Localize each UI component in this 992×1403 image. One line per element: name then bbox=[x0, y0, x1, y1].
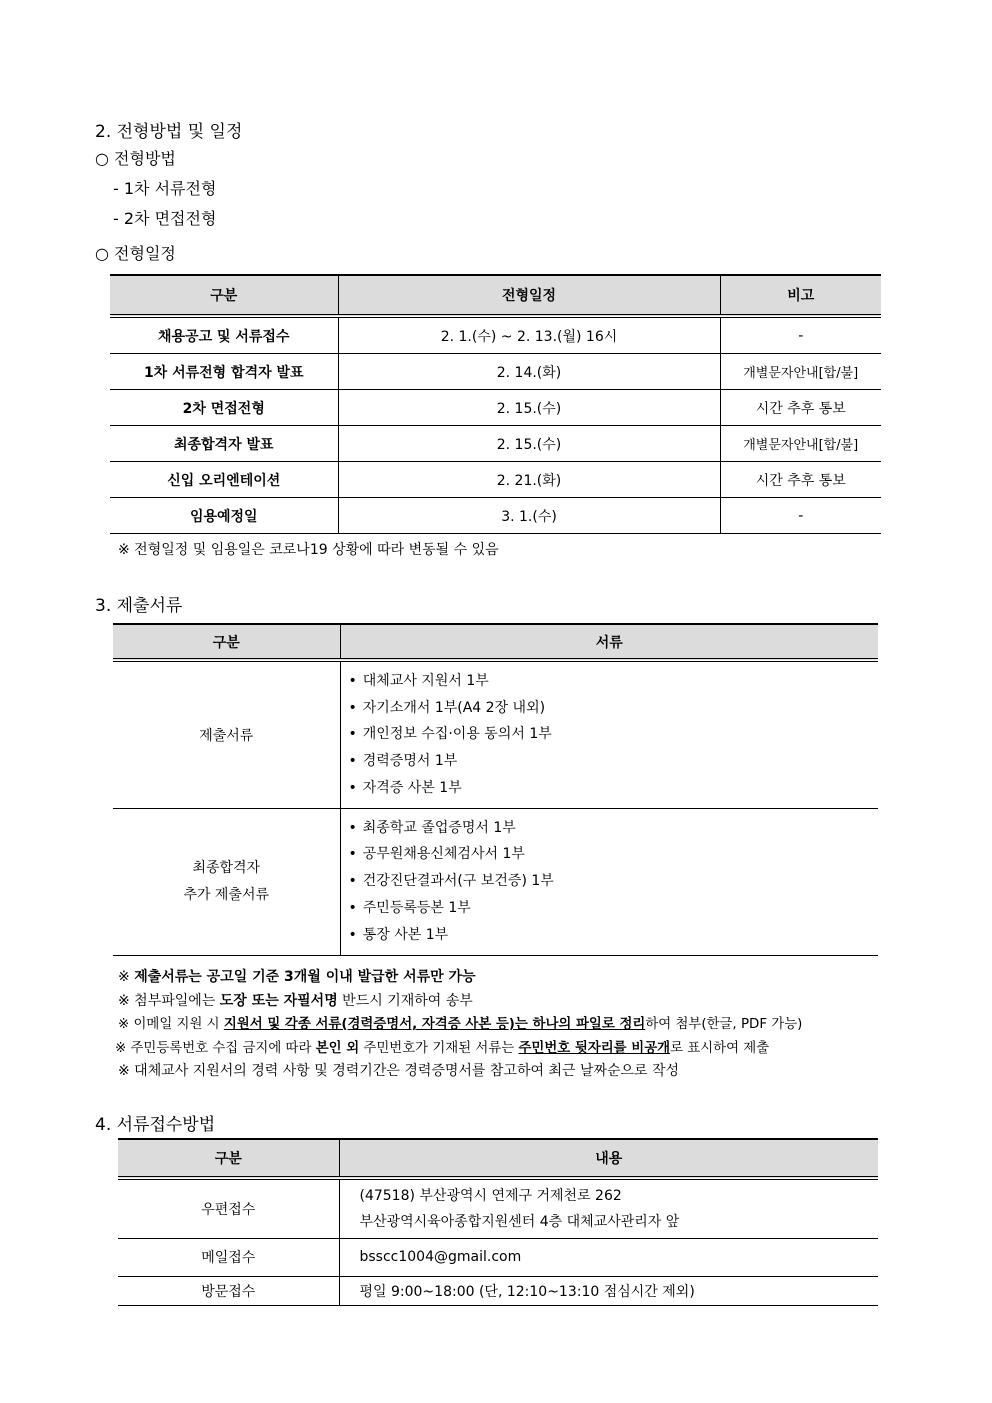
column-header: 서류 bbox=[340, 624, 878, 660]
table-row bbox=[113, 660, 878, 808]
note-mid: 주민번호가 기재된 서류는 bbox=[359, 1040, 519, 1056]
method-item: - 2차 면접전형 bbox=[113, 209, 217, 228]
column-header: 구분 bbox=[110, 275, 338, 316]
column-header: 비고 bbox=[720, 275, 881, 316]
table-row bbox=[118, 1276, 878, 1305]
method-title: ○ 전형방법 bbox=[95, 149, 176, 168]
column-header: 전형일정 bbox=[338, 275, 720, 316]
table-cell: 2. 1.(수) ~ 2. 13.(월) 16시 bbox=[338, 316, 720, 354]
table-cell: 3. 1.(수) bbox=[338, 498, 720, 534]
note-line bbox=[118, 966, 802, 990]
table-row bbox=[110, 498, 881, 534]
note-line bbox=[115, 1037, 802, 1061]
list-item: • 대체교사 지원서 1부 bbox=[349, 668, 879, 695]
table-cell: 시간 추후 통보 bbox=[720, 462, 881, 498]
table-header-row bbox=[118, 1139, 878, 1178]
table-cell: 최종합격자 발표 bbox=[110, 426, 338, 462]
section-2-title: 2. 전형방법 및 일정 bbox=[95, 122, 243, 142]
documents-table bbox=[113, 623, 878, 956]
note-prefix: ※ 이메일 지원 시 bbox=[118, 1017, 224, 1033]
note-suffix: 로 표시하여 제출 bbox=[670, 1040, 770, 1056]
table-cell: 2. 15.(수) bbox=[338, 426, 720, 462]
list-item: • 자기소개서 1부(A4 2장 내외) bbox=[349, 695, 879, 722]
table-cell: - bbox=[720, 316, 881, 354]
column-header: 구분 bbox=[113, 624, 340, 660]
method-item: - 1차 서류전형 bbox=[113, 179, 217, 198]
submission-notes bbox=[115, 966, 803, 1084]
note-line: ※ 대체교사 지원서의 경력 사항 및 경력기간은 경력증명서를 참고하여 최근 날짜순으로 작성 bbox=[118, 1063, 680, 1080]
table-cell: - bbox=[720, 498, 881, 534]
table-cell bbox=[340, 808, 878, 955]
document-list bbox=[349, 815, 879, 949]
list-item: • 자격증 사본 1부 bbox=[349, 775, 879, 802]
note-bold: 도장 또는 자필서명 bbox=[219, 992, 338, 1009]
table-cell: 1차 서류전형 합격자 발표 bbox=[110, 354, 338, 390]
table-cell: 임용예정일 bbox=[110, 498, 338, 534]
list-item: • 주민등록등본 1부 bbox=[349, 895, 879, 922]
table-cell: 메일접수 bbox=[118, 1238, 339, 1276]
table-row bbox=[110, 316, 881, 354]
table-cell: 방문접수 bbox=[118, 1276, 339, 1305]
column-header: 내용 bbox=[339, 1139, 878, 1178]
note-suffix: 하여 첨부(한글, PDF 가능) bbox=[645, 1017, 803, 1033]
list-item: • 통장 사본 1부 bbox=[349, 922, 879, 949]
table-cell: 채용공고 및 서류접수 bbox=[110, 316, 338, 354]
section-3-title: 3. 제출서류 bbox=[95, 596, 183, 616]
note-prefix: ※ bbox=[118, 969, 135, 985]
table-cell: 개별문자안내[합/불] bbox=[720, 426, 881, 462]
table-header-row bbox=[110, 275, 881, 316]
table-header-row bbox=[113, 624, 878, 660]
table-cell: 2. 21.(화) bbox=[338, 462, 720, 498]
table-cell bbox=[113, 808, 340, 955]
table-row bbox=[110, 390, 881, 426]
list-item: • 경력증명서 1부 bbox=[349, 748, 879, 775]
document-list bbox=[349, 668, 879, 802]
table-cell: 개별문자안내[합/불] bbox=[720, 354, 881, 390]
row-label: 제출서류 bbox=[199, 727, 254, 744]
visit-hours: 평일 9:00~18:00 (단, 12:10~13:10 점심시간 제외) bbox=[339, 1276, 878, 1305]
table-cell bbox=[113, 660, 340, 808]
postal-address: (47518) 부산광역시 연제구 거제천로 262 bbox=[359, 1187, 622, 1204]
table-cell bbox=[339, 1178, 878, 1238]
column-header: 구분 bbox=[118, 1139, 339, 1178]
list-item: • 개인정보 수집·이용 동의서 1부 bbox=[349, 721, 879, 748]
table-cell: 우편접수 bbox=[118, 1178, 339, 1238]
list-item: • 최종학교 졸업증명서 1부 bbox=[349, 815, 879, 842]
list-item: • 건강진단결과서(구 보건증) 1부 bbox=[349, 868, 879, 895]
table-cell: 시간 추후 통보 bbox=[720, 390, 881, 426]
table-row bbox=[118, 1238, 878, 1276]
schedule-title: ○ 전형일정 bbox=[95, 244, 176, 263]
table-cell: 2. 15.(수) bbox=[338, 390, 720, 426]
email-address: bsscc1004@gmail.com bbox=[339, 1238, 878, 1276]
note-bold: 본인 외 bbox=[315, 1040, 360, 1056]
table-cell bbox=[340, 660, 878, 808]
note-prefix: ※ 첨부파일에는 bbox=[118, 992, 220, 1009]
note-line bbox=[118, 990, 802, 1014]
schedule-note: ※ 전형일정 및 임용일은 코로나19 상황에 따라 변동될 수 있음 bbox=[118, 542, 499, 558]
table-row bbox=[110, 354, 881, 390]
section-4-title: 4. 서류접수방법 bbox=[95, 1115, 216, 1135]
note-bold: 제출서류는 공고일 기준 3개월 이내 발급한 서류만 가능 bbox=[134, 969, 476, 985]
table-cell: 2차 면접전형 bbox=[110, 390, 338, 426]
row-label: 추가 제출서류 bbox=[183, 886, 270, 903]
table-cell: 신입 오리엔테이션 bbox=[110, 462, 338, 498]
table-row bbox=[118, 1178, 878, 1238]
note-underlined: 주민번호 뒷자리를 비공개 bbox=[518, 1040, 671, 1056]
note-prefix: ※ 주민등록번호 수집 금지에 따라 bbox=[115, 1040, 316, 1056]
postal-recipient: 부산광역시육아종합지원센터 4층 대체교사관리자 앞 bbox=[359, 1213, 680, 1230]
table-row bbox=[110, 462, 881, 498]
table-row bbox=[110, 426, 881, 462]
table-row bbox=[113, 808, 878, 955]
note-underlined: 지원서 및 각종 서류(경력증명서, 자격증 사본 등)는 하나의 파일로 정리 bbox=[223, 1017, 646, 1033]
list-item: • 공무원채용신체검사서 1부 bbox=[349, 841, 879, 868]
table-cell: 2. 14.(화) bbox=[338, 354, 720, 390]
schedule-table bbox=[110, 274, 881, 534]
row-label: 최종합격자 bbox=[192, 859, 261, 876]
receipt-method-table bbox=[118, 1138, 878, 1306]
note-suffix: 반드시 기재하여 송부 bbox=[337, 992, 473, 1009]
note-line bbox=[118, 1013, 802, 1037]
